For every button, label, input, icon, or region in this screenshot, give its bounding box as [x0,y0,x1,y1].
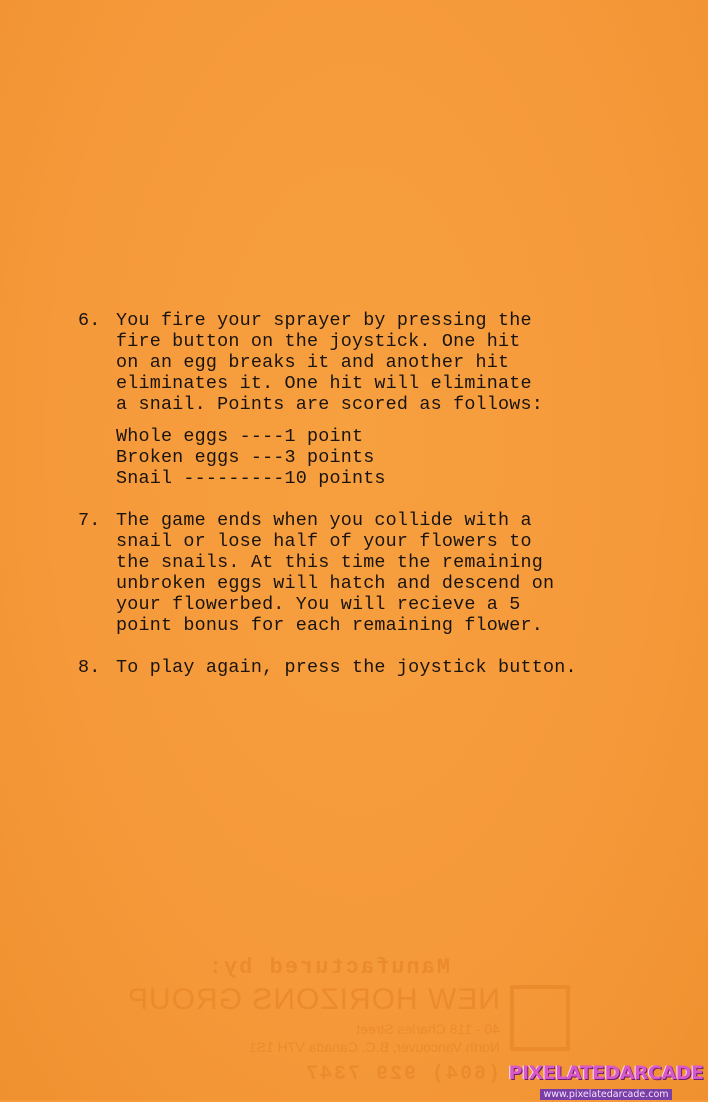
watermark-title: PIXELATEDARCADE [508,1062,704,1084]
address-line-2: North Vancouver, B.C. Canada V7H 1S1 [248,1039,500,1055]
instruction-item-6 [78,310,678,489]
item-number: 6. [78,310,101,331]
watermark-url: www.pixelatedarcade.com [540,1089,671,1100]
score-row-whole-eggs: Whole eggs ----1 point [116,426,364,447]
item-text: The game ends when you collide with a snail or lose half of your flowers to the snails. At this time the remaining unbroken eggs will hatch and descend on your flowerbed. You will recieve a 5 point bonus for each remaining flower. [116,510,555,636]
manufactured-by-label: Manufactured by: [206,955,450,980]
instructions-list [78,310,678,699]
phone-number: (604) 929 7347 [303,1063,500,1086]
item-text: You fire your sprayer by pressing the fire button on the joystick. One hit on an egg breaks it and another hit eliminates it. One hit will eliminate a snail. Points are scored as follows: [116,310,543,415]
item-number: 7. [78,510,101,531]
instruction-item-8 [78,657,678,678]
instruction-item-7 [78,510,678,636]
item-number: 8. [78,657,101,678]
item-text: To play again, press the joystick button. [116,657,577,678]
address-line-1: 40 - 118 Charles Street [356,1021,500,1037]
company-name: NEW HORIZONS GROUP [126,983,500,1016]
nh-logo-icon [510,985,570,1051]
score-table [116,426,678,489]
score-row-snail: Snail ---------10 points [116,468,386,489]
site-watermark [506,1062,706,1102]
score-row-broken-eggs: Broken eggs ---3 points [116,447,375,468]
